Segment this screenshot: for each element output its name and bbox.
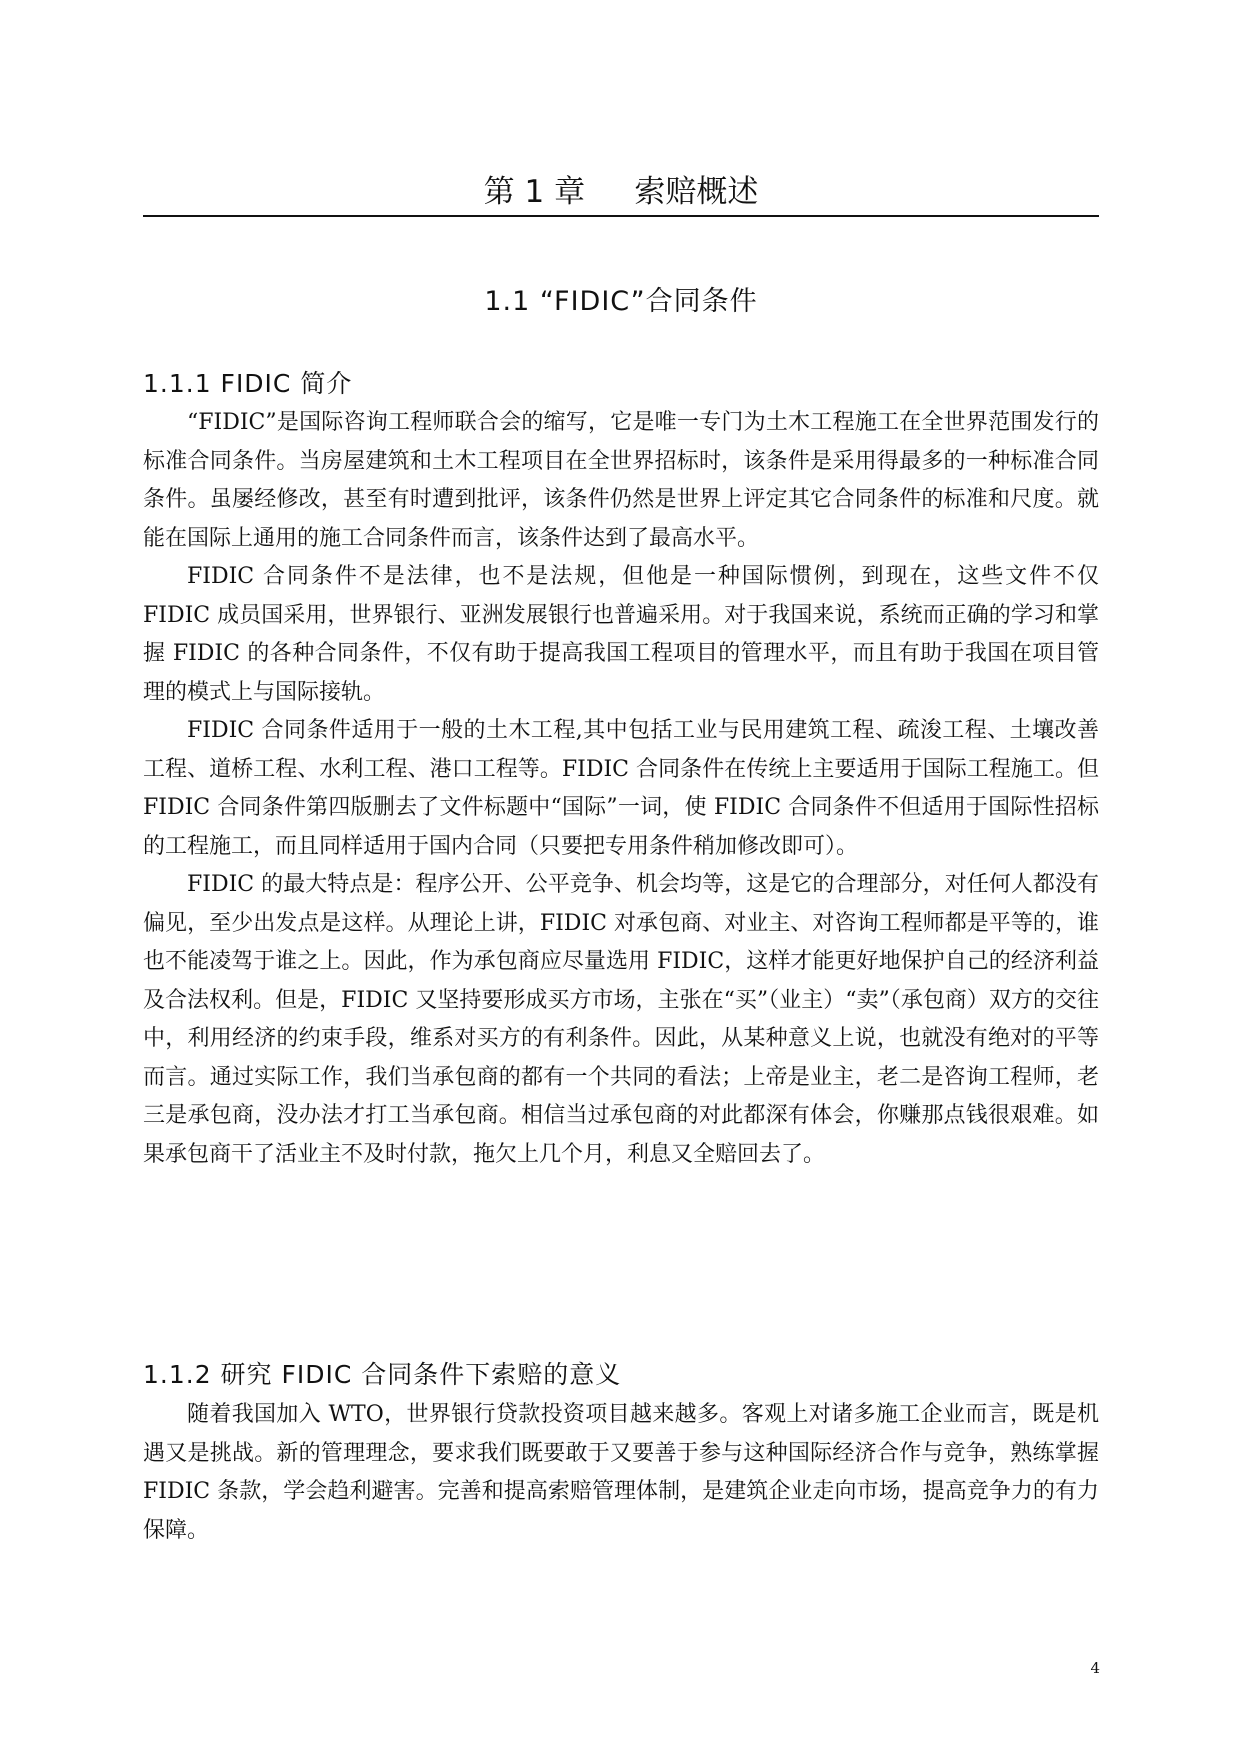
- paragraph-fidic-features: FIDIC 的最大特点是：程序公开、公平竞争、机会均等，这是它的合理部分，对任何人都没有偏见，至少出发点是这样。从理论上讲，FIDIC 对承包商、对业主、对咨询工程师都是平等的，谁也不能凌驾于谁之上。因此，作为承包商应尽量选用 FIDIC，这样才能更好地保护自己的经济利益及合法权利。但是，FIDIC 又坚持要形成买方市场，主张在“买”（业主）“卖”（承包商）双方的交往中，利用经济的约束手段，维系对买方的有利条件。因此，从某种意义上说，也就没有绝对的平等而言。通过实际工作，我们当承包商的都有一个共同的看法；上帝是业主，老二是咨询工程师，老三是承包商，没办法才打工当承包商。相信当过承包商的对此都深有体会，你赚那点钱很艰难。如果承包商干了活业主不及时付款，拖欠上几个月，利息又全赔回去了。: [143, 872, 1099, 1167]
- paragraph-fidic-international-practice: FIDIC 合同条件不是法律，也不是法规，但他是一种国际惯例，到现在，这些文件不仅 FIDIC 成员国采用，世界银行、亚洲发展银行也普遍采用。对于我国来说，系统而正确的学习和掌握 FIDIC 的各种合同条件，不仅有助于提高我国工程项目的管理水平，而且有助于我国在项目管理的模式上与国际接轨。: [143, 564, 1099, 705]
- page-number: 4: [1090, 1659, 1100, 1677]
- chapter-title: 第 1 章 索赔概述: [483, 174, 759, 210]
- subsection-title-fidic-intro: 1.1.1 FIDIC 简介: [143, 369, 353, 398]
- fidic-intro-body: [143, 404, 1099, 1174]
- paragraph-claim-significance: 随着我国加入 WTO，世界银行贷款投资项目越来越多。客观上对诸多施工企业而言，既是机遇又是挑战。新的管理理念，要求我们既要敢于又要善于参与这种国际经济合作与竞争，熟练掌握 FIDIC 条款，学会趋利避害。完善和提高索赔管理体制，是建筑企业走向市场，提高竞争力的有力保障。: [143, 1402, 1099, 1543]
- paragraph-fidic-applicability: FIDIC 合同条件适用于一般的土木工程,其中包括工业与民用建筑工程、疏浚工程、土壤改善工程、道桥工程、水利工程、港口工程等。FIDIC 合同条件在传统上主要适用于国际工程施工。但 FIDIC 合同条件第四版删去了文件标题中“国际”一词，使 FIDIC 合同条件不但适用于国际性招标的工程施工，而且同样适用于国内合同（只要把专用条件稍加修改即可）。: [143, 718, 1099, 859]
- chapter-title-underline: [143, 215, 1099, 217]
- paragraph-fidic-definition: “FIDIC”是国际咨询工程师联合会的缩写，它是唯一专门为土木工程施工在全世界范围发行的标准合同条件。当房屋建筑和土木工程项目在全世界招标时，该条件是采用得最多的一种标准合同条件。虽屡经修改，甚至有时遭到批评，该条件仍然是世界上评定其它合同条件的标准和尺度。就能在国际上通用的施工合同条件而言，该条件达到了最高水平。: [143, 410, 1099, 551]
- subsection-title-claim-significance: 1.1.2 研究 FIDIC 合同条件下索赔的意义: [143, 1360, 622, 1389]
- section-title: 1.1 “FIDIC”合同条件: [484, 286, 758, 317]
- claim-significance-body: [143, 1396, 1099, 1550]
